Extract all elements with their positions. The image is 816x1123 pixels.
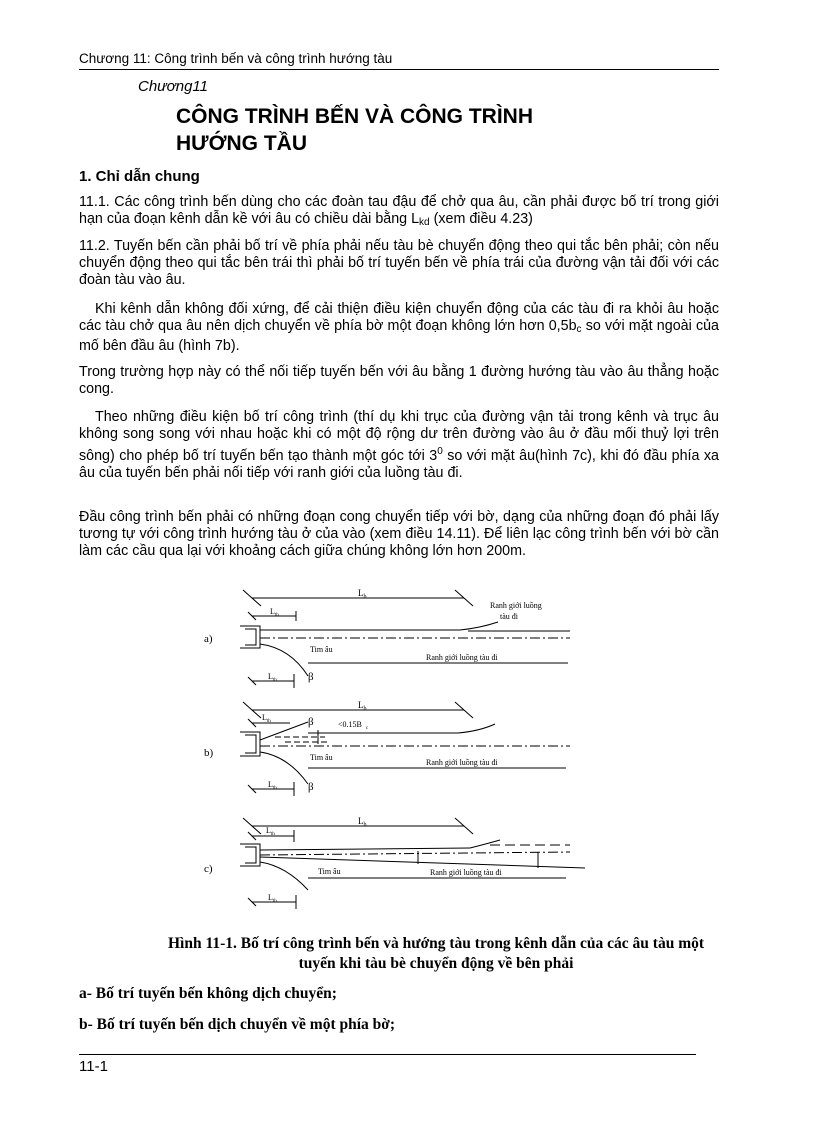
lock-head-inner	[245, 629, 256, 645]
panel-b	[204, 700, 570, 796]
p1-text-a: 11.1. Các công trình bến dùng cho các đoàn tau đậu để chở qua âu, cần phải được bố trí trong giới hạn của đoạn kênh dẫn kề với âu có chiều dài bằng L	[79, 194, 719, 227]
lb-subscript: b	[363, 706, 367, 712]
svg-text:Lth	[262, 713, 271, 724]
paragraph-berth-ends: Đầu công trình bến phải có những đoạn cong chuyển tiếp với bờ, dạng của những đoạn đó phải lấy tương tự với công trình hướng tàu ở của vào (xem điều 14.11). Để liên lạc công trình bến với bờ cần làm các cầu qua lại với khoảng cách giữa chúng không lớn hơn 200m.	[79, 509, 719, 559]
p3-text-b: so với mặt ngoài của mố bên đầu âu (hình 7b).	[79, 318, 719, 354]
p5-superscript: 0	[437, 446, 443, 457]
svg-text:Lth	[266, 826, 275, 837]
p5-text-b: so với mặt âu(hình 7c), khi đó đầu phía xa âu của tuyến bến phải nối tiếp với ranh giới của luồng tàu đi.	[79, 447, 720, 481]
angled-axis-line	[260, 857, 585, 868]
beta-angle-bottom: β	[308, 781, 314, 793]
offset-subscript: c	[365, 726, 369, 731]
lth-subscript: th	[266, 719, 271, 724]
list-item-b: b- Bố trí tuyến bến dịch chuyển về một phía bờ;	[79, 1016, 396, 1033]
lock-axis-label: Tim âu	[310, 753, 333, 762]
lb-label: L	[358, 816, 364, 826]
p5-text-a: Theo những điều kiện bố trí công trình (thí dụ khi trục của đường vận tải trong kênh và trục âu không song song với nhau hoặc khi có một độ rộng dư trên đường vào âu ở đầu mối thuỷ lợi trên sông) cho phép bố trí tuyến bến tạo thành một góc tới 3	[79, 409, 719, 464]
chapter-label: Chương11	[138, 78, 209, 95]
paragraph-layout-conditions	[79, 409, 719, 482]
channel-boundary-label-2: tàu đi	[500, 612, 518, 621]
list-item-a: a- Bố trí tuyến bến không dịch chuyển;	[79, 985, 337, 1002]
chapter-title-line-1: CÔNG TRÌNH BẾN VÀ CÔNG TRÌNH	[176, 105, 533, 128]
boundary-curve	[460, 622, 498, 630]
p3-subscript: c	[576, 324, 582, 335]
lock-axis-label: Tim âu	[318, 867, 341, 876]
lth-label: L	[266, 826, 271, 835]
berth-line	[260, 848, 470, 850]
lth-subscript-2: th	[272, 899, 277, 904]
panel-c-label: c)	[204, 863, 213, 875]
beta-angle-top: β	[308, 716, 314, 728]
berth-layout-figure	[190, 588, 610, 928]
paragraph-11-2: 11.2. Tuyến bến cần phải bố trí về phía phải nếu tàu bè chuyển động theo qui tắc bên phải; còn nếu chuyển động theo qui tắc bên trái thì phải bố trí tuyến bến về phía trái của đường vận tải đối với các đoàn tàu vào âu.	[79, 238, 719, 288]
lock-head-shape	[240, 732, 260, 756]
lb-subscript: b	[363, 594, 367, 600]
paragraph-11-1	[79, 194, 719, 231]
panel-b-label: b)	[204, 747, 214, 759]
boundary-curve	[458, 724, 495, 733]
lock-axis-label: Tim âu	[310, 645, 333, 654]
svg-text:<0.15Bc	[338, 720, 369, 731]
p1-text-b: (xem điều 4.23)	[429, 211, 533, 227]
lb-label: L	[358, 700, 364, 710]
lock-head-inner	[245, 847, 256, 863]
figure-caption-line-1: Hình 11-1. Bố trí công trình bến và hướng tàu trong kênh dẫn của các âu tàu một	[167, 935, 705, 952]
chapter-title-line-2: HƯỚNG TẦU	[176, 132, 307, 155]
beta-angle-label: β	[308, 671, 314, 683]
panel-a	[204, 588, 570, 688]
section-heading: 1. Chỉ dẫn chung	[79, 168, 200, 185]
paragraph-asymmetric-channel	[79, 301, 719, 355]
figure-caption-line-2: tuyến khi tàu bè chuyển động về bên phải	[298, 955, 574, 972]
offset-label: <0.15B	[338, 720, 362, 729]
lock-head-inner	[245, 735, 256, 753]
figure-caption	[79, 934, 793, 974]
paragraph-connection: Trong trường hợp này có thể nối tiếp tuyến bến với âu bằng 1 đường hướng tàu vào âu thẳng hoặc cong.	[79, 364, 719, 397]
lower-boundary-label: Ranh giới luồng tàu đi	[426, 758, 498, 767]
lth-label: L	[262, 713, 267, 722]
p1-subscript: kd	[419, 217, 430, 228]
lock-axis-line	[260, 852, 570, 855]
lower-boundary-label: Ranh giới luồng tàu đi	[430, 868, 502, 877]
running-header: Chương 11: Công trình bến và công trình hướng tàu	[79, 51, 393, 66]
lth-label-2: L	[268, 893, 273, 902]
p3-text-a: Khi kênh dẫn không đối xứng, để cải thiện điều kiện chuyển động của các tàu đi ra khỏi âu hoặc các tàu chở qua âu nên dịch chuyển về phía bờ một đoạn không lớn hơn 0,5b	[79, 301, 719, 334]
page-number: 11-1	[79, 1058, 108, 1075]
boundary-curve	[470, 840, 500, 848]
lb-label: L	[358, 588, 364, 598]
header-rule	[79, 69, 719, 70]
lth-subscript-2: th	[272, 678, 277, 683]
lth-label-2: L	[268, 780, 273, 789]
guide-curve	[260, 862, 308, 890]
lth-label: L	[270, 607, 275, 616]
footer-rule	[79, 1054, 696, 1055]
lth-subscript: th	[270, 832, 275, 837]
lth-label-2: L	[268, 672, 273, 681]
lth-subscript: th	[274, 613, 279, 618]
lower-boundary-label: Ranh giới luồng tàu đi	[426, 653, 498, 662]
chapter-title	[176, 103, 533, 157]
panel-c	[204, 816, 585, 909]
lb-subscript: b	[363, 822, 367, 828]
panel-a-label: a)	[204, 633, 213, 645]
lth-subscript-2: th	[272, 786, 277, 791]
channel-boundary-label-1: Ranh giới luồng	[490, 601, 542, 610]
